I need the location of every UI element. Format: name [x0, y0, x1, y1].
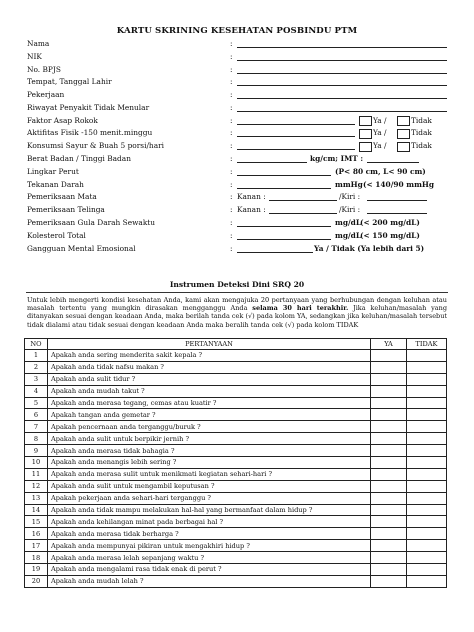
row-number: 20 [25, 575, 48, 587]
ya-answer-cell[interactable] [371, 480, 407, 492]
colon: : [230, 192, 233, 202]
table-row [25, 409, 447, 421]
row-number: 19 [25, 564, 48, 576]
row-question: Apakah tangan anda gemetar ? [48, 409, 371, 421]
row-number: 13 [25, 492, 48, 504]
pekerjaan-input-line[interactable] [237, 98, 447, 99]
table-row [25, 540, 447, 552]
colon: : [230, 205, 233, 215]
table-row [25, 373, 447, 385]
field-label: Pemeriksaan Gula Darah Sewaktu [27, 217, 156, 227]
table-row [25, 445, 447, 457]
gds-unit: mg/dL [335, 217, 362, 227]
colon: : [230, 179, 233, 189]
row-question: Apakah anda sulit tidur ? [48, 373, 371, 385]
row-question: Apakah anda merasa lelah sepanjang waktu ? [48, 552, 371, 564]
lp-input-line[interactable] [237, 175, 331, 176]
row-question: Apakah anda mudah takut ? [48, 385, 371, 397]
field-lingkar-perut [27, 167, 447, 178]
section-divider [26, 292, 448, 293]
field-label: Faktor Asap Rokok [27, 115, 98, 125]
bpjs-input-line[interactable] [237, 73, 447, 74]
kiri-label: /Kiri : [339, 205, 361, 215]
field-label: Konsumsi Sayur & Buah 5 porsi/hari [27, 141, 164, 151]
intro-text-cont: Jika keluhan/masalah yang ditanyakan sesuai dengan keadaan Anda, maka berilah tanda cek (√) pada kolom YA, sedangkan jika keluhan/masalah tersebut tidak dialami atau tidak sesuai dengan keadaan Anda maka beralih tanda cek (√) pada kolom TIDAK [27, 304, 447, 329]
ya-answer-cell[interactable] [371, 409, 407, 421]
row-number: 7 [25, 421, 48, 433]
tidak-answer-cell[interactable] [407, 397, 447, 409]
field-berat-tinggi [27, 154, 447, 165]
row-question: Apakah anda sering menderita sakit kepala ? [48, 350, 371, 362]
nik-input-line[interactable] [237, 60, 447, 61]
patient-form [27, 39, 447, 256]
tidak-answer-cell[interactable] [407, 516, 447, 528]
field-ttl [27, 77, 447, 88]
emosi-ref: Ya / Tidak (Ya lebih dari 5) [314, 243, 425, 253]
table-row [25, 350, 447, 362]
field-label: Lingkar Perut [27, 166, 79, 176]
table-row [25, 385, 447, 397]
field-kolesterol [27, 231, 447, 242]
row-question: Apakah anda merasa tidak berharga ? [48, 528, 371, 540]
colon: : [230, 90, 233, 100]
bb-unit: kg/cm; IMT : [310, 154, 364, 164]
ya-answer-cell[interactable] [371, 373, 407, 385]
field-label: Pemeriksaan Mata [27, 192, 97, 202]
ya-answer-cell[interactable] [371, 528, 407, 540]
intro-text: Untuk lebih mengerti kondisi kesehatan Anda, kami akan mengajuka 20 pertanyaan yang berhubungan dengan keluhan atau masalah tertentu yang mungkin dirasakan mengganggu Anda [27, 296, 447, 313]
row-question: Apakah anda mempunyai pikiran untuk mengakhiri hidup ? [48, 540, 371, 552]
colon: : [230, 217, 233, 227]
row-number: 11 [25, 468, 48, 480]
tidak-checkbox[interactable] [397, 129, 410, 139]
tidak-checkbox[interactable] [397, 142, 410, 152]
field-pekerjaan [27, 90, 447, 101]
tidak-answer-cell[interactable] [407, 361, 447, 373]
ya-checkbox[interactable] [359, 116, 372, 126]
field-label: Aktifitas Fisik -150 menit.minggu [27, 128, 153, 138]
ya-checkbox[interactable] [359, 142, 372, 152]
tidak-answer-cell[interactable] [407, 480, 447, 492]
row-number: 15 [25, 516, 48, 528]
tidak-answer-cell[interactable] [407, 409, 447, 421]
table-row [25, 492, 447, 504]
card-title: KARTU SKRINING KESEHATAN POSBINDU PTM [116, 26, 358, 36]
ya-label: Ya / [373, 141, 387, 151]
header-no: NO [25, 339, 48, 350]
kol-ref: (< 150 mg/dL) [360, 230, 420, 240]
sayur-input-line[interactable] [237, 149, 355, 150]
colon: : [230, 51, 233, 61]
colon: : [230, 128, 233, 138]
mata-kiri-line[interactable] [367, 200, 427, 201]
field-sayur-buah [27, 141, 447, 152]
row-number: 5 [25, 397, 48, 409]
tidak-answer-cell[interactable] [407, 433, 447, 445]
row-question: Apakah anda kehilangan minat pada berbagai hal ? [48, 516, 371, 528]
field-label: Tempat, Tanggal Lahir [27, 77, 112, 87]
ya-answer-cell[interactable] [371, 552, 407, 564]
emosi-input-line[interactable] [237, 252, 313, 253]
table-row [25, 433, 447, 445]
kol-unit: mg/dL [335, 230, 362, 240]
field-asap-rokok [27, 116, 447, 127]
field-label: Kolesterol Total [27, 230, 86, 240]
row-number: 17 [25, 540, 48, 552]
ya-checkbox[interactable] [359, 129, 372, 139]
field-gula-darah [27, 218, 447, 229]
field-no-bpjs [27, 65, 447, 76]
row-question: Apakah anda mengalami rasa tidak enak di perut ? [48, 564, 371, 576]
row-question: Apakah anda sulit untuk mengambil keputusan ? [48, 480, 371, 492]
colon: : [230, 166, 233, 176]
asap-input-line[interactable] [237, 124, 355, 125]
table-row [25, 516, 447, 528]
tidak-answer-cell[interactable] [407, 564, 447, 576]
header-ya: YA [371, 339, 407, 350]
bb-tb-input-line[interactable] [237, 162, 307, 163]
table-row [25, 564, 447, 576]
row-number: 16 [25, 528, 48, 540]
kanan-label: Kanan : [237, 205, 266, 215]
table-row [25, 480, 447, 492]
colon: : [230, 141, 233, 151]
header-tidak: TIDAK [407, 339, 447, 350]
lp-ref: (P< 80 cm, L< 90 cm) [335, 166, 426, 176]
colon: : [230, 230, 233, 240]
row-number: 6 [25, 409, 48, 421]
field-nama [27, 39, 447, 50]
table-body [25, 350, 447, 588]
field-mental-emosional [27, 244, 447, 255]
table-row [25, 528, 447, 540]
kiri-label: /Kiri : [339, 192, 361, 202]
ya-label: Ya / [373, 128, 387, 138]
tidak-answer-cell[interactable] [407, 552, 447, 564]
field-label: Gangguan Mental Emosional [27, 243, 136, 253]
colon: : [230, 154, 233, 164]
row-number: 8 [25, 433, 48, 445]
colon: : [230, 77, 233, 87]
row-question: Apakah anda tidak mampu melakukan hal-hal yang bermanfaat dalam hidup ? [48, 504, 371, 516]
row-question: Apakah anda merasa sulit untuk menikmati kegiatan sehari-hari ? [48, 468, 371, 480]
field-label: Pemeriksaan Telinga [27, 205, 105, 215]
field-nik [27, 52, 447, 63]
ya-answer-cell[interactable] [371, 350, 407, 362]
ya-answer-cell[interactable] [371, 445, 407, 457]
table-row [25, 575, 447, 587]
tidak-checkbox[interactable] [397, 116, 410, 126]
ya-answer-cell[interactable] [371, 457, 407, 469]
ya-answer-cell[interactable] [371, 516, 407, 528]
ya-answer-cell[interactable] [371, 468, 407, 480]
row-number: 9 [25, 445, 48, 457]
kanan-label: Kanan : [237, 192, 266, 202]
riwayat-input-line[interactable] [237, 111, 447, 112]
gds-ref: (< 200 mg/dL) [360, 217, 420, 227]
colon: : [230, 243, 233, 253]
row-question: Apakah anda merasa tidak bahagia ? [48, 445, 371, 457]
mata-kanan-line[interactable] [269, 200, 337, 201]
tidak-answer-cell[interactable] [407, 445, 447, 457]
ya-answer-cell[interactable] [371, 433, 407, 445]
td-ref: (< 140/90 mmHg [363, 179, 435, 189]
telinga-kanan-line[interactable] [269, 213, 337, 214]
tidak-answer-cell[interactable] [407, 575, 447, 587]
tidak-label: Tidak [411, 115, 432, 125]
tidak-label: Tidak [411, 128, 432, 138]
imt-input-line[interactable] [367, 162, 419, 163]
row-question: Apakah anda tidak nafsu makan ? [48, 361, 371, 373]
ya-answer-cell[interactable] [371, 397, 407, 409]
ya-answer-cell[interactable] [371, 564, 407, 576]
table-row [25, 361, 447, 373]
row-number: 2 [25, 361, 48, 373]
ttl-input-line[interactable] [237, 85, 447, 86]
td-input-line[interactable] [237, 188, 331, 189]
tidak-answer-cell[interactable] [407, 540, 447, 552]
field-label: No. BPJS [27, 64, 61, 74]
ya-label: Ya / [373, 115, 387, 125]
field-label: NIK [27, 51, 42, 61]
tidak-answer-cell[interactable] [407, 373, 447, 385]
field-label: Riwayat Penyakit Tidak Menular [27, 102, 150, 112]
row-number: 1 [25, 350, 48, 362]
tidak-answer-cell[interactable] [407, 504, 447, 516]
srq-instructions [27, 296, 447, 329]
header-pertanyaan: PERTANYAAN [48, 339, 371, 350]
field-label: Berat Badan / Tinggi Badan [27, 154, 131, 164]
row-question: Apakah anda sulit untuk berpikir jernih ? [48, 433, 371, 445]
tidak-label: Tidak [411, 141, 432, 151]
field-riwayat [27, 103, 447, 114]
row-number: 3 [25, 373, 48, 385]
ya-answer-cell[interactable] [371, 504, 407, 516]
kol-input-line[interactable] [237, 239, 331, 240]
row-number: 10 [25, 457, 48, 469]
ya-answer-cell[interactable] [371, 421, 407, 433]
row-question: Apakah pencernaan anda terganggu/buruk ? [48, 421, 371, 433]
colon: : [230, 39, 233, 48]
row-question: Apakah pekerjaan anda sehari-hari terganggu ? [48, 492, 371, 504]
field-aktifitas-fisik [27, 128, 447, 139]
field-tekanan-darah [27, 180, 447, 191]
row-number: 12 [25, 480, 48, 492]
intro-emphasis: selama 30 hari terakhir. [252, 304, 349, 313]
telinga-kiri-line[interactable] [367, 213, 427, 214]
table-row [25, 504, 447, 516]
ya-answer-cell[interactable] [371, 492, 407, 504]
ya-answer-cell[interactable] [371, 361, 407, 373]
tidak-answer-cell[interactable] [407, 421, 447, 433]
field-label: Pekerjaan [27, 90, 65, 100]
row-question: Apakah anda menangis lebih sering ? [48, 457, 371, 469]
row-number: 14 [25, 504, 48, 516]
srq-section-title: Instrumen Deteksi Dini SRQ 20 [169, 280, 305, 289]
tidak-answer-cell[interactable] [407, 350, 447, 362]
gds-input-line[interactable] [237, 226, 331, 227]
srq-table [24, 338, 447, 588]
fisik-input-line[interactable] [237, 136, 355, 137]
ya-answer-cell[interactable] [371, 575, 407, 587]
nama-input-line[interactable] [237, 47, 447, 48]
table-row [25, 468, 447, 480]
field-pemeriksaan-telinga [27, 205, 447, 216]
field-label: Nama [27, 39, 50, 48]
table-row [25, 457, 447, 469]
colon: : [230, 115, 233, 125]
td-unit: mmHg [335, 179, 363, 189]
ya-answer-cell[interactable] [371, 385, 407, 397]
table-header-row [25, 339, 447, 350]
table-row [25, 552, 447, 564]
colon: : [230, 64, 233, 74]
row-number: 4 [25, 385, 48, 397]
tidak-answer-cell[interactable] [407, 385, 447, 397]
row-number: 18 [25, 552, 48, 564]
tidak-answer-cell[interactable] [407, 457, 447, 469]
field-pemeriksaan-mata [27, 192, 447, 203]
ya-answer-cell[interactable] [371, 540, 407, 552]
tidak-answer-cell[interactable] [407, 528, 447, 540]
colon: : [230, 102, 233, 112]
tidak-answer-cell[interactable] [407, 492, 447, 504]
row-question: Apakah anda merasa tegang, cemas atau kuatir ? [48, 397, 371, 409]
field-label: Tekanan Darah [27, 179, 84, 189]
table-row [25, 397, 447, 409]
row-question: Apakah anda mudah lelah ? [48, 575, 371, 587]
tidak-answer-cell[interactable] [407, 468, 447, 480]
table-row [25, 421, 447, 433]
